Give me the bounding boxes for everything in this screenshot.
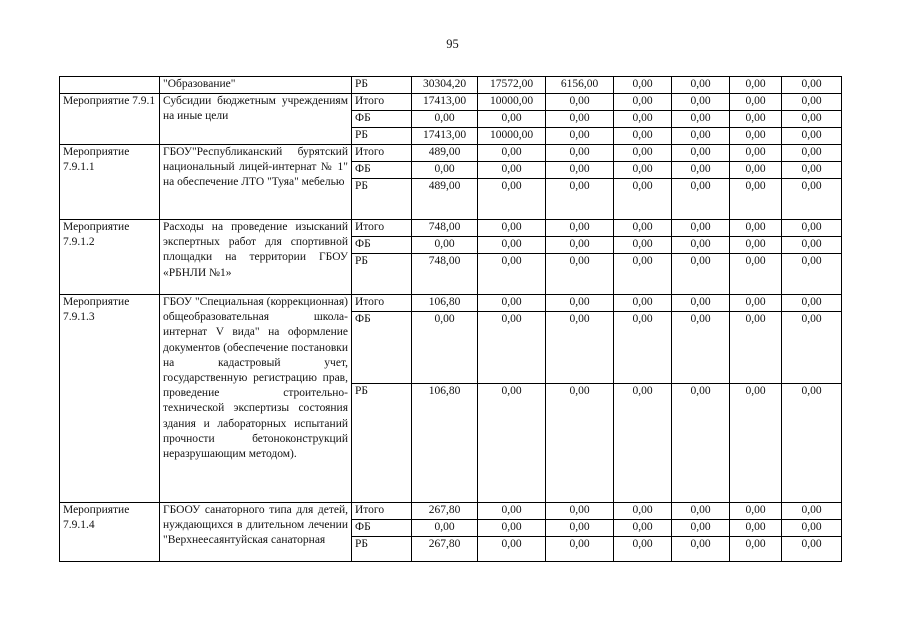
amount-cell: 0,00 — [672, 254, 730, 295]
amount-cell: 489,00 — [412, 179, 478, 220]
amount-cell: 0,00 — [478, 503, 546, 520]
amount-cell: 0,00 — [614, 145, 672, 162]
activity-description: Расходы на проведение изысканий экспертных работ для спортивной площадки на территории ГБОУ «РБНЛИ №1» — [160, 220, 352, 295]
amount-cell: 0,00 — [546, 295, 614, 312]
amount-cell: 489,00 — [412, 145, 478, 162]
funding-source: РБ — [352, 254, 412, 295]
amount-cell: 0,00 — [478, 220, 546, 237]
amount-cell: 0,00 — [730, 503, 782, 520]
amount-cell: 0,00 — [614, 295, 672, 312]
amount-cell: 0,00 — [730, 145, 782, 162]
amount-cell: 0,00 — [730, 179, 782, 220]
amount-cell: 0,00 — [782, 237, 842, 254]
amount-cell: 0,00 — [672, 111, 730, 128]
table-row — [60, 77, 842, 94]
amount-cell: 0,00 — [730, 162, 782, 179]
amount-cell: 0,00 — [672, 503, 730, 520]
amount-cell: 0,00 — [614, 77, 672, 94]
funding-source: ФБ — [352, 312, 412, 384]
amount-cell: 0,00 — [614, 162, 672, 179]
amount-cell: 6156,00 — [546, 77, 614, 94]
funding-source: ФБ — [352, 520, 412, 537]
amount-cell: 0,00 — [730, 384, 782, 503]
amount-cell: 0,00 — [782, 295, 842, 312]
activity-name: Мероприятие 7.9.1 — [60, 94, 160, 145]
amount-cell: 0,00 — [478, 312, 546, 384]
amount-cell: 0,00 — [546, 179, 614, 220]
funding-source: РБ — [352, 384, 412, 503]
amount-cell: 0,00 — [730, 237, 782, 254]
amount-cell: 0,00 — [478, 111, 546, 128]
amount-cell: 0,00 — [546, 237, 614, 254]
amount-cell: 0,00 — [730, 312, 782, 384]
amount-cell: 748,00 — [412, 220, 478, 237]
amount-cell: 0,00 — [412, 237, 478, 254]
activity-description: ГБОУ"Республиканский бурятский национальный лицей-интернат № 1" на обеспечение ЛТО "Туяа" мебелью — [160, 145, 352, 220]
page-number: 95 — [446, 37, 459, 51]
amount-cell: 0,00 — [546, 312, 614, 384]
funding-source: Итого — [352, 503, 412, 520]
amount-cell: 0,00 — [672, 312, 730, 384]
amount-cell: 0,00 — [782, 145, 842, 162]
amount-cell: 0,00 — [782, 503, 842, 520]
amount-cell: 0,00 — [672, 128, 730, 145]
amount-cell: 0,00 — [614, 220, 672, 237]
amount-cell: 0,00 — [672, 145, 730, 162]
activity-name — [60, 77, 160, 94]
amount-cell: 30304,20 — [412, 77, 478, 94]
funding-source: Итого — [352, 220, 412, 237]
activity-name: Мероприятие 7.9.1.4 — [60, 503, 160, 562]
funding-source: Итого — [352, 295, 412, 312]
funding-source: Итого — [352, 94, 412, 111]
amount-cell: 0,00 — [672, 537, 730, 562]
amount-cell: 0,00 — [478, 145, 546, 162]
amount-cell: 0,00 — [614, 312, 672, 384]
funding-source: РБ — [352, 77, 412, 94]
activity-description: Субсидии бюджетным учреждениям на иные цели — [160, 94, 352, 145]
amount-cell: 0,00 — [782, 537, 842, 562]
amount-cell: 0,00 — [730, 295, 782, 312]
amount-cell: 0,00 — [614, 111, 672, 128]
amount-cell: 106,80 — [412, 384, 478, 503]
amount-cell: 0,00 — [614, 254, 672, 295]
amount-cell: 0,00 — [782, 77, 842, 94]
funding-source: РБ — [352, 179, 412, 220]
amount-cell: 0,00 — [478, 537, 546, 562]
amount-cell: 0,00 — [782, 162, 842, 179]
amount-cell: 0,00 — [730, 94, 782, 111]
amount-cell: 17413,00 — [412, 94, 478, 111]
table-row — [60, 220, 842, 237]
amount-cell: 0,00 — [412, 111, 478, 128]
amount-cell: 0,00 — [782, 128, 842, 145]
activity-description: ГБОУ "Специальная (коррекционная) общеобразовательная школа-интернат V вида" на оформление документов (обеспечение постановки на кадастровый учет, государственную регистрацию прав, проведение строительно-технической экспертизы состояния здания и лабораторных испытаний прочности бетоноконструкций неразрушающим методом). — [160, 295, 352, 503]
amount-cell: 0,00 — [614, 128, 672, 145]
amount-cell: 0,00 — [672, 220, 730, 237]
amount-cell: 0,00 — [672, 162, 730, 179]
funding-source: РБ — [352, 128, 412, 145]
amount-cell: 0,00 — [478, 179, 546, 220]
amount-cell: 0,00 — [782, 179, 842, 220]
amount-cell: 0,00 — [614, 94, 672, 111]
amount-cell: 0,00 — [478, 520, 546, 537]
amount-cell: 0,00 — [614, 237, 672, 254]
table-row — [60, 295, 842, 312]
amount-cell: 10000,00 — [478, 94, 546, 111]
budget-table — [59, 76, 842, 562]
amount-cell: 0,00 — [672, 179, 730, 220]
amount-cell: 17572,00 — [478, 77, 546, 94]
amount-cell: 0,00 — [730, 128, 782, 145]
amount-cell: 0,00 — [730, 520, 782, 537]
amount-cell: 0,00 — [614, 520, 672, 537]
amount-cell: 0,00 — [546, 520, 614, 537]
amount-cell: 0,00 — [730, 220, 782, 237]
amount-cell: 0,00 — [478, 384, 546, 503]
amount-cell: 0,00 — [546, 503, 614, 520]
amount-cell: 0,00 — [546, 537, 614, 562]
amount-cell: 0,00 — [546, 94, 614, 111]
amount-cell: 0,00 — [730, 537, 782, 562]
amount-cell: 10000,00 — [478, 128, 546, 145]
amount-cell: 17413,00 — [412, 128, 478, 145]
funding-source: ФБ — [352, 237, 412, 254]
amount-cell: 0,00 — [412, 162, 478, 179]
funding-source: ФБ — [352, 162, 412, 179]
amount-cell: 0,00 — [672, 520, 730, 537]
amount-cell: 0,00 — [412, 520, 478, 537]
amount-cell: 0,00 — [546, 128, 614, 145]
amount-cell: 0,00 — [546, 254, 614, 295]
table-row — [60, 145, 842, 162]
activity-name: Мероприятие 7.9.1.2 — [60, 220, 160, 295]
amount-cell: 0,00 — [730, 111, 782, 128]
amount-cell: 0,00 — [614, 179, 672, 220]
funding-source: РБ — [352, 537, 412, 562]
amount-cell: 0,00 — [614, 503, 672, 520]
amount-cell: 0,00 — [782, 94, 842, 111]
amount-cell: 0,00 — [730, 77, 782, 94]
activity-description: "Образование" — [160, 77, 352, 94]
amount-cell: 0,00 — [478, 237, 546, 254]
amount-cell: 0,00 — [672, 384, 730, 503]
amount-cell: 0,00 — [478, 254, 546, 295]
table-row — [60, 94, 842, 111]
amount-cell: 106,80 — [412, 295, 478, 312]
funding-source: ФБ — [352, 111, 412, 128]
amount-cell: 0,00 — [614, 384, 672, 503]
amount-cell: 0,00 — [546, 111, 614, 128]
amount-cell: 0,00 — [412, 312, 478, 384]
amount-cell: 0,00 — [672, 295, 730, 312]
amount-cell: 0,00 — [546, 220, 614, 237]
amount-cell: 0,00 — [546, 162, 614, 179]
table-row — [60, 503, 842, 520]
amount-cell: 267,80 — [412, 537, 478, 562]
amount-cell: 0,00 — [782, 312, 842, 384]
amount-cell: 0,00 — [672, 94, 730, 111]
amount-cell: 0,00 — [478, 295, 546, 312]
amount-cell: 0,00 — [782, 220, 842, 237]
amount-cell: 0,00 — [614, 537, 672, 562]
amount-cell: 0,00 — [730, 254, 782, 295]
amount-cell: 0,00 — [782, 520, 842, 537]
funding-source: Итого — [352, 145, 412, 162]
activity-name: Мероприятие 7.9.1.3 — [60, 295, 160, 503]
amount-cell: 267,80 — [412, 503, 478, 520]
amount-cell: 0,00 — [782, 111, 842, 128]
amount-cell: 0,00 — [546, 145, 614, 162]
amount-cell: 0,00 — [672, 237, 730, 254]
amount-cell: 0,00 — [782, 254, 842, 295]
activity-description: ГБООУ санаторного типа для детей, нуждающихся в длительном лечении "Верхнеесаянтуйская санаторная — [160, 503, 352, 562]
amount-cell: 0,00 — [478, 162, 546, 179]
amount-cell: 748,00 — [412, 254, 478, 295]
amount-cell: 0,00 — [782, 384, 842, 503]
activity-name: Мероприятие 7.9.1.1 — [60, 145, 160, 220]
amount-cell: 0,00 — [672, 77, 730, 94]
amount-cell: 0,00 — [546, 384, 614, 503]
